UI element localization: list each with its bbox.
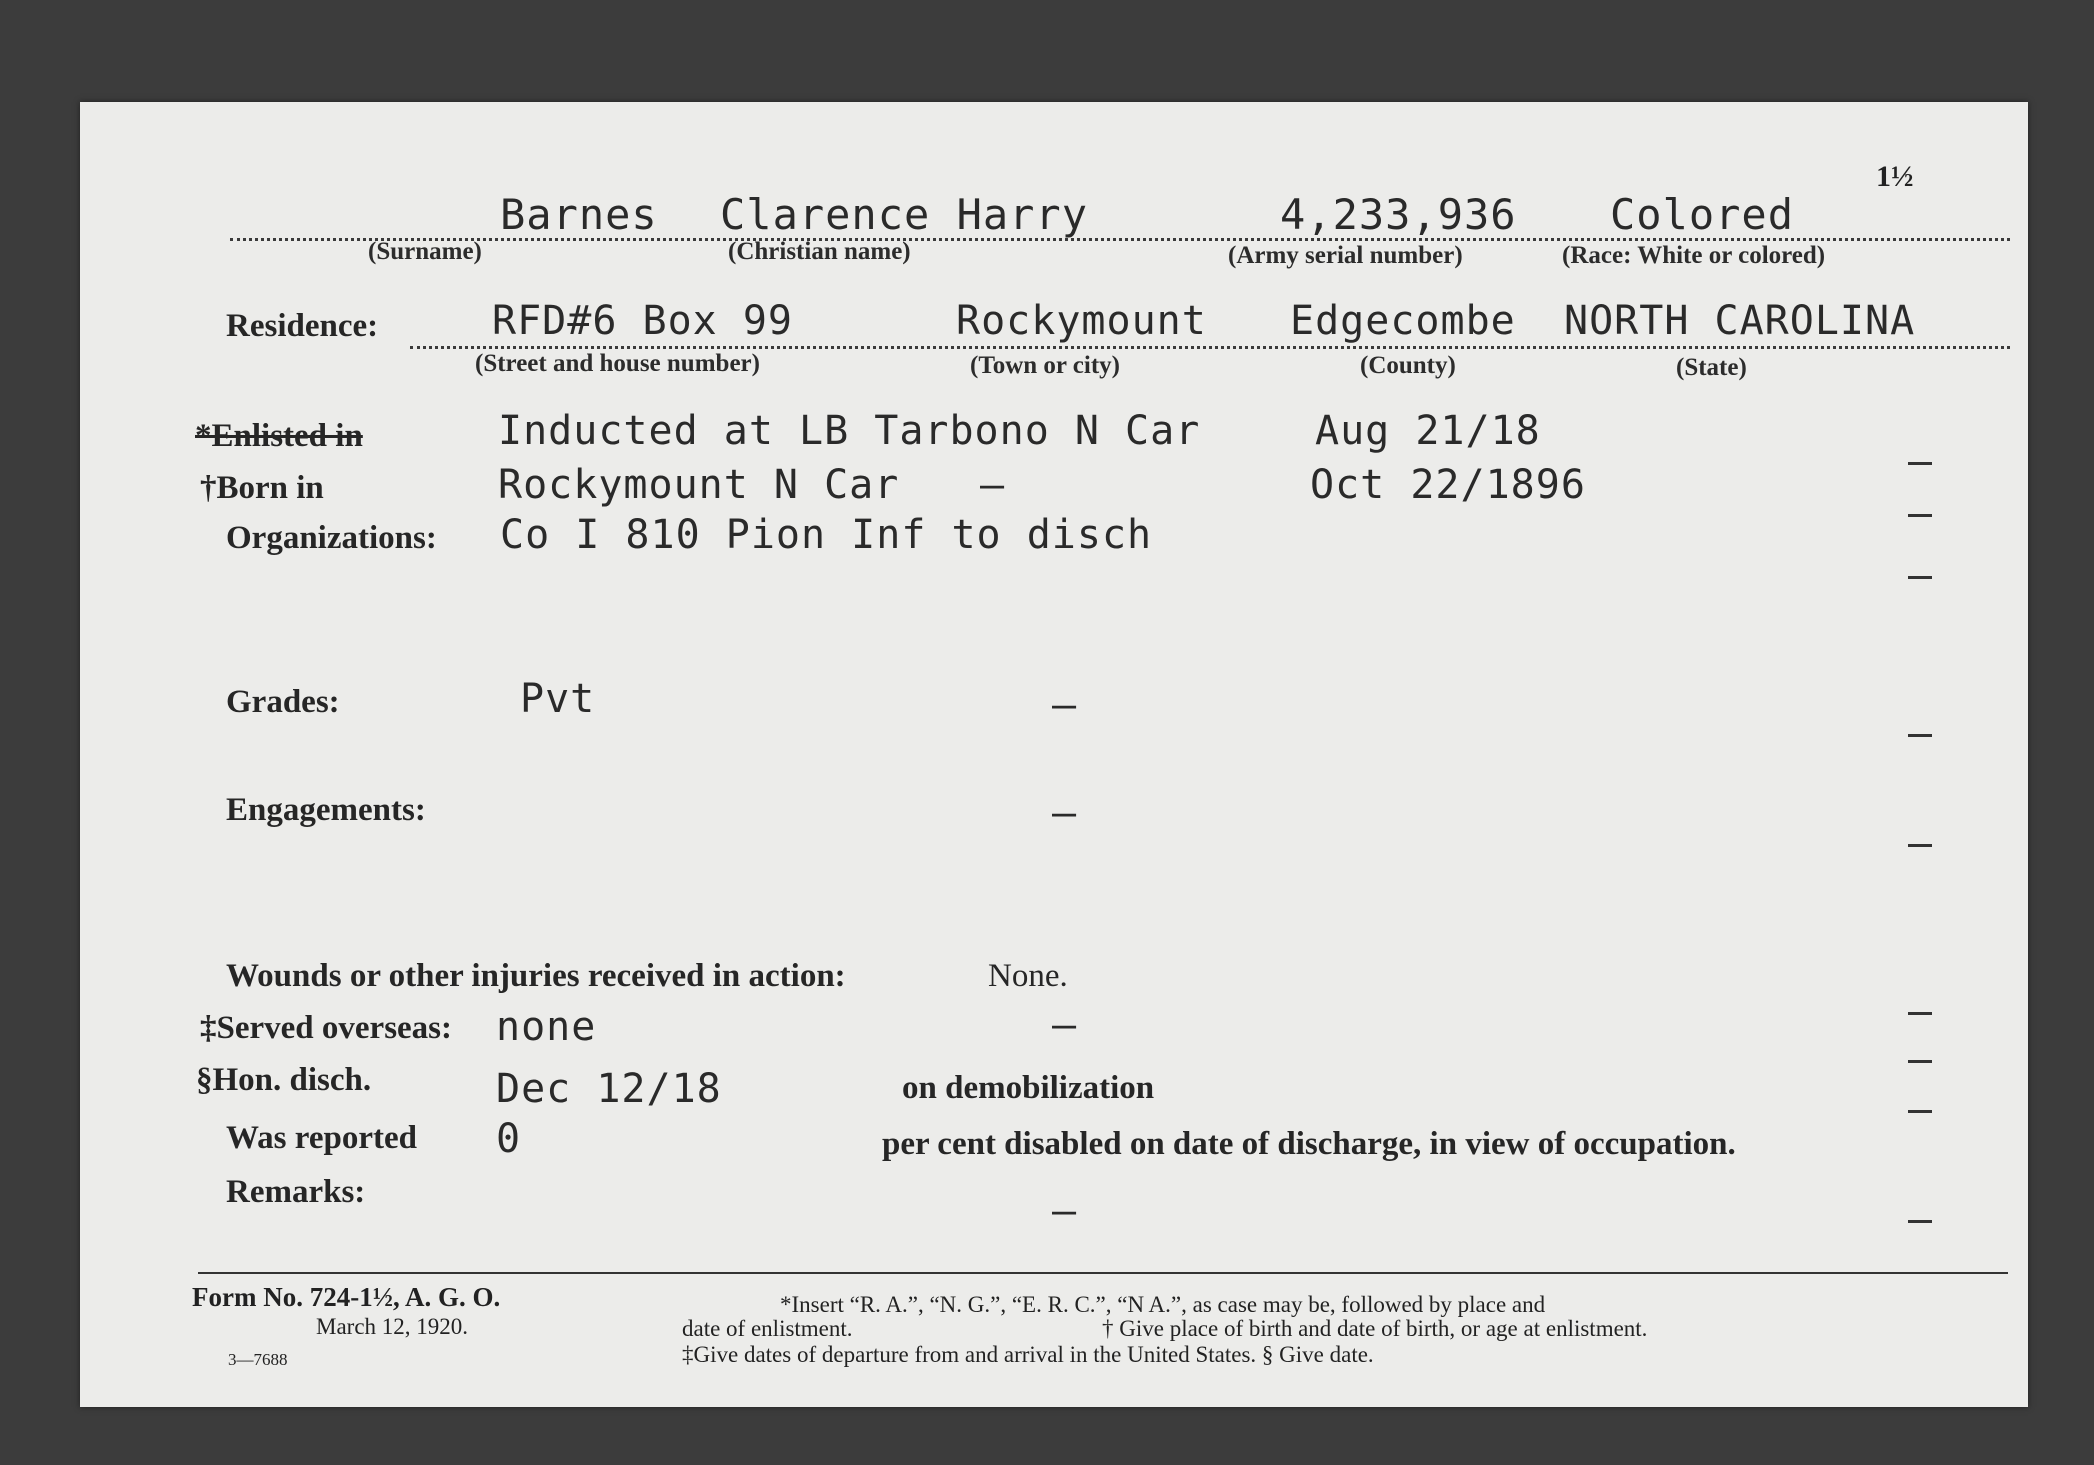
state-caption: (State) (1676, 354, 1747, 381)
grades-value: Pvt (520, 676, 596, 722)
state-value: NORTH CAROLINA (1564, 298, 1916, 344)
overseas-value: none (496, 1004, 597, 1050)
town-caption: (Town or city) (970, 352, 1120, 379)
field-dash (1908, 734, 1932, 737)
reported-label: Was reported (226, 1120, 417, 1156)
field-dash (1908, 1060, 1932, 1063)
field-dash (1908, 576, 1932, 579)
surname-caption: (Surname) (368, 238, 482, 265)
race-value: Colored (1610, 190, 1795, 239)
form-date: March 12, 1920. (316, 1314, 469, 1339)
born-place-value: Rockymount N Car (498, 462, 900, 508)
service-record-card (80, 102, 2028, 1407)
serial-caption: (Army serial number) (1228, 242, 1463, 269)
wounds-label: Wounds or other injuries received in action: (226, 958, 846, 994)
footer-rule (198, 1272, 2008, 1274)
enlisted-place-value: Inducted at LB Tarbono N Car (498, 408, 1201, 454)
hon-disch-suffix: on demobilization (902, 1070, 1155, 1106)
field-dash (1908, 844, 1932, 847)
reported-value: 0 (496, 1116, 522, 1162)
race-caption: (Race: White or colored) (1562, 242, 1826, 269)
organizations-value: Co I 810 Pion Inf to disch (500, 512, 1153, 558)
reported-suffix: per cent disabled on date of discharge, in view of occupation. (882, 1126, 1736, 1162)
field-dash (1908, 514, 1932, 517)
surname-value: Barnes (500, 190, 658, 239)
field-dash (1908, 1012, 1932, 1015)
county-value: Edgecombe (1290, 298, 1516, 344)
overseas-label: ‡Served overseas: (200, 1010, 453, 1046)
town-value: Rockymount (956, 298, 1207, 344)
field-dash (1908, 1110, 1932, 1113)
field-dash (1908, 1220, 1932, 1223)
wounds-value: None. (988, 958, 1068, 994)
serial-number-value: 4,233,936 (1280, 190, 1517, 239)
name-line (230, 238, 2010, 241)
overseas-dash: — (1052, 1002, 1078, 1048)
footnote-born: † Give place of birth and date of birth, or age at enlistment. (1102, 1316, 1648, 1341)
street-value: RFD#6 Box 99 (492, 298, 793, 344)
born-date-value: Oct 22/1896 (1310, 462, 1586, 508)
footnote-enlisted: *Insert “R. A.”, “N. G.”, “E. R. C.”, “N A.”, as case may be, followed by place and (780, 1292, 1546, 1317)
field-dash (1908, 462, 1932, 465)
footnote-overseas: ‡Give dates of departure from and arrival in the United States. § Give date. (682, 1342, 1374, 1367)
born-dash: — (980, 462, 1006, 508)
enlisted-label: *Enlisted in (195, 418, 363, 454)
remarks-label: Remarks: (226, 1174, 366, 1210)
enlisted-date-value: Aug 21/18 (1315, 408, 1541, 454)
organizations-label: Organizations: (226, 520, 437, 556)
hon-disch-value: Dec 12/18 (496, 1066, 722, 1112)
grades-label: Grades: (226, 684, 340, 720)
form-number: Form No. 724-1½, A. G. O. (192, 1282, 501, 1312)
grades-dash: — (1052, 682, 1078, 728)
born-label: †Born in (200, 470, 324, 506)
footnote-enlisted-cont: date of enlistment. (682, 1316, 853, 1341)
remarks-dash: — (1052, 1188, 1078, 1234)
print-code: 3—7688 (228, 1350, 288, 1369)
christian-caption: (Christian name) (728, 238, 911, 265)
county-caption: (County) (1360, 352, 1456, 379)
engagements-dash: — (1052, 790, 1078, 836)
residence-line (410, 346, 2010, 349)
engagements-label: Engagements: (226, 792, 426, 828)
card-number: 1½ (1876, 160, 1914, 193)
hon-disch-label: §Hon. disch. (196, 1062, 372, 1098)
residence-label: Residence: (226, 308, 379, 344)
street-caption: (Street and house number) (475, 350, 760, 377)
christian-name-value: Clarence Harry (720, 190, 1089, 239)
